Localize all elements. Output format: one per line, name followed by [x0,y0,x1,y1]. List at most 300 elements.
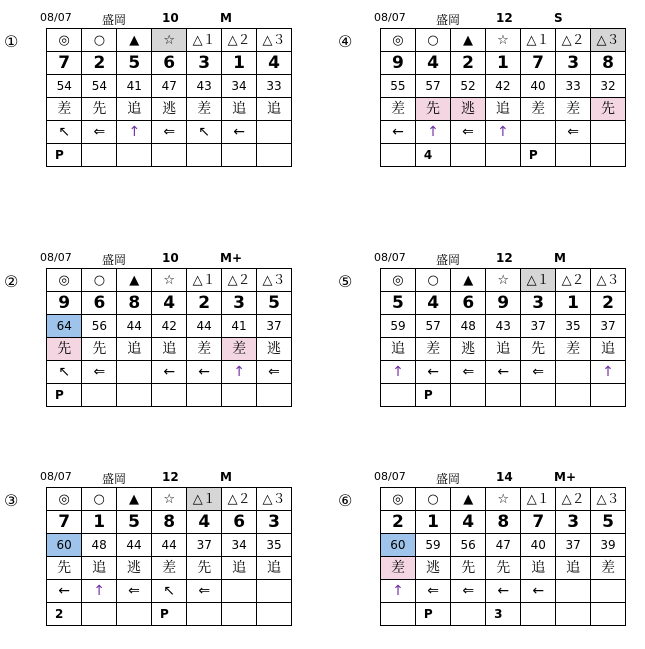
mark-cell: △２ [222,488,257,511]
horse-number-cell: 3 [257,511,292,534]
mark-cell: △３ [591,29,626,52]
score-cell: 60 [381,534,416,557]
running-style-cell: 逃 [152,98,187,121]
running-style-cell: 差 [187,338,222,361]
venue-name: 盛岡 [102,253,127,267]
style-row [381,338,626,361]
venue-name: 盛岡 [436,253,461,267]
trend-arrow-cell: ⇐ [556,121,591,144]
panel-header [32,248,292,270]
trend-arrow-cell [222,580,257,603]
note-cell: 4 [415,144,450,167]
running-style-cell: 追 [257,98,292,121]
pct-row [381,75,626,98]
race-date: 08/07 [40,11,72,24]
running-style-cell: 逃 [415,557,450,580]
score-cell: 47 [152,75,187,98]
horse-number-cell: 2 [381,511,416,534]
mark-cell: ☆ [485,29,520,52]
race-date: 08/07 [374,470,406,483]
note-cell [451,144,486,167]
race-number: 12 [162,470,179,484]
mark-cell: ◎ [47,488,82,511]
pct-row [47,534,292,557]
note-cell [521,603,556,626]
horse-number-cell: 4 [415,292,450,315]
mark-cell: ○ [82,269,117,292]
horse-number-cell: 4 [257,52,292,75]
trend-arrow-cell: ↑ [591,361,626,384]
prediction-grid [380,28,626,167]
nums-row [47,511,292,534]
mark-cell: △１ [187,269,222,292]
running-style-cell: 追 [82,557,117,580]
horse-number-cell: 9 [381,52,416,75]
horse-number-cell: 3 [521,292,556,315]
horse-number-cell: 4 [187,511,222,534]
running-style-cell: 差 [151,557,186,580]
horse-number-cell: 7 [521,511,556,534]
note-cell [222,603,257,626]
trend-arrow-cell: ⇐ [117,580,152,603]
trend-arrow-cell: ↑ [117,121,152,144]
trend-arrow-cell: ↖ [47,361,82,384]
running-style-cell: 追 [486,338,521,361]
score-cell: 60 [47,534,82,557]
score-cell: 33 [257,75,292,98]
nums-row [47,52,292,75]
note-cell [556,603,591,626]
pct-row [381,534,626,557]
score-cell: 44 [117,534,152,557]
running-style-cell: 追 [257,557,292,580]
note-cell [117,384,152,407]
running-style-cell: 追 [222,557,257,580]
score-cell: 37 [556,534,591,557]
running-style-cell: 差 [520,98,555,121]
note-cell [82,603,117,626]
panel-header [366,467,626,489]
horse-number-cell: 2 [451,52,486,75]
prediction-grid [46,28,292,167]
mark-cell: △１ [521,269,556,292]
trend-arrow-cell: ⇐ [451,121,486,144]
style-row [381,557,626,580]
race-number: 14 [496,470,513,484]
score-cell: 44 [117,315,152,338]
horse-number-cell: 2 [187,292,222,315]
mark-cell: ▲ [451,269,486,292]
mark-cell: △２ [556,29,591,52]
horse-number-cell: 6 [82,292,117,315]
mark-cell: △３ [257,269,292,292]
note-cell: P [415,384,450,407]
running-style-cell: 差 [381,98,416,121]
arr-row [381,361,626,384]
trend-arrow-cell: ← [187,361,222,384]
note-cell [381,144,416,167]
running-style-cell: 追 [556,557,591,580]
running-style-cell: 追 [117,98,152,121]
note-cell [257,144,292,167]
race-date: 08/07 [40,470,72,483]
arr-row [47,121,292,144]
running-style-cell: 追 [591,338,626,361]
arr-row [47,580,292,603]
running-style-cell: 逃 [451,98,486,121]
mark-cell: ☆ [151,488,186,511]
note-cell [556,144,591,167]
note-cell [451,603,486,626]
note-cell [591,384,626,407]
trend-arrow-cell: ← [152,361,187,384]
running-style-cell: 追 [485,98,520,121]
last-row [47,384,292,407]
trend-arrow-cell: ← [381,121,416,144]
note-cell [82,384,117,407]
running-style-cell: 追 [152,338,187,361]
mark-cell: ▲ [117,488,152,511]
track-condition: M+ [220,251,242,265]
note-cell: P [415,603,450,626]
note-cell: P [47,144,82,167]
arr-row [47,361,292,384]
note-cell [187,603,222,626]
panel-header [32,8,292,30]
mark-cell: ◎ [381,269,416,292]
horse-number-cell: 4 [415,52,450,75]
trend-arrow-cell: ↑ [381,361,416,384]
track-condition: M [220,470,232,484]
mark-cell: ○ [82,488,117,511]
score-cell: 56 [451,534,486,557]
venue-name: 盛岡 [436,472,461,486]
panel-number: ① [4,32,19,51]
trend-arrow-cell: ⇐ [187,580,222,603]
trend-arrow-cell: ← [47,580,82,603]
horse-number-cell: 1 [556,292,591,315]
prediction-grid [46,268,292,407]
horse-number-cell: 2 [82,52,117,75]
trend-arrow-cell: ↖ [187,121,222,144]
mark-cell: △２ [556,269,591,292]
horse-number-cell: 7 [47,511,82,534]
score-cell: 39 [591,534,626,557]
note-cell [381,603,416,626]
score-cell: 54 [47,75,82,98]
horse-number-cell: 5 [117,511,152,534]
trend-arrow-cell [591,121,626,144]
mark-cell: ▲ [451,29,486,52]
panel-number: ③ [4,491,19,510]
nums-row [381,52,626,75]
panel-number: ⑥ [338,491,353,510]
running-style-cell: 先 [415,98,450,121]
trend-arrow-cell: ← [222,121,257,144]
panel-number: ④ [338,32,353,51]
mark-cell: △３ [591,488,626,511]
running-style-cell: 先 [591,98,626,121]
arr-row [381,121,626,144]
trend-arrow-cell [520,121,555,144]
note-cell [257,603,292,626]
marks-row [381,29,626,52]
score-cell: 37 [187,534,222,557]
mark-cell: △１ [187,29,222,52]
track-condition: M [554,251,566,265]
score-cell: 47 [486,534,521,557]
horse-number-cell: 8 [117,292,152,315]
last-row [381,144,626,167]
trend-arrow-cell: ↑ [222,361,257,384]
marks-row [381,269,626,292]
horse-number-cell: 3 [556,52,591,75]
horse-number-cell: 8 [486,511,521,534]
score-cell: 41 [222,315,257,338]
mark-cell: △１ [520,29,555,52]
race-number: 12 [496,11,513,25]
last-row [381,603,626,626]
note-cell [591,603,626,626]
running-style-cell: 先 [187,557,222,580]
mark-cell: ◎ [381,488,416,511]
mark-cell: △３ [257,488,292,511]
score-cell: 37 [521,315,556,338]
score-cell: 55 [381,75,416,98]
prediction-grid [380,487,626,626]
running-style-cell: 先 [521,338,556,361]
trend-arrow-cell: ↖ [47,121,82,144]
running-style-cell: 差 [556,98,591,121]
panel-number: ⑤ [338,272,353,291]
mark-cell: ▲ [117,269,152,292]
note-cell [451,384,486,407]
note-cell: 3 [486,603,521,626]
running-style-cell: 先 [82,338,117,361]
running-style-cell: 先 [47,557,82,580]
note-cell [556,384,591,407]
score-cell: 32 [591,75,626,98]
note-cell: P [151,603,186,626]
score-cell: 43 [486,315,521,338]
trend-arrow-cell [257,580,292,603]
running-style-cell: 先 [82,98,117,121]
horse-number-cell: 9 [47,292,82,315]
pct-row [381,315,626,338]
nums-row [381,511,626,534]
score-cell: 54 [82,75,117,98]
horse-number-cell: 3 [222,292,257,315]
horse-number-cell: 6 [152,52,187,75]
horse-number-cell: 2 [591,292,626,315]
mark-cell: ◎ [47,29,82,52]
running-style-cell: 差 [222,338,257,361]
prediction-grid [46,487,292,626]
score-cell: 44 [151,534,186,557]
mark-cell: ○ [415,488,450,511]
trend-arrow-cell: ⇐ [152,121,187,144]
note-cell [152,384,187,407]
marks-row [47,29,292,52]
horse-number-cell: 9 [486,292,521,315]
note-cell [187,144,222,167]
nums-row [47,292,292,315]
score-cell: 34 [222,534,257,557]
horse-number-cell: 1 [415,511,450,534]
note-cell [187,384,222,407]
trend-arrow-cell: ⇐ [82,121,117,144]
venue-name: 盛岡 [102,472,127,486]
note-cell [486,384,521,407]
mark-cell: ◎ [47,269,82,292]
trend-arrow-cell: ⇐ [451,361,486,384]
horse-number-cell: 3 [556,511,591,534]
nums-row [381,292,626,315]
score-cell: 41 [117,75,152,98]
style-row [47,338,292,361]
note-cell: P [520,144,555,167]
running-style-cell: 逃 [117,557,152,580]
trend-arrow-cell: ↑ [82,580,117,603]
horse-number-cell: 7 [47,52,82,75]
running-style-cell: 逃 [257,338,292,361]
mark-cell: △３ [591,269,626,292]
track-condition: M [220,11,232,25]
pct-row [47,315,292,338]
mark-cell: ○ [415,269,450,292]
note-cell [222,144,257,167]
note-cell [152,144,187,167]
race-number: 10 [162,251,179,265]
race-date: 08/07 [374,11,406,24]
note-cell [381,384,416,407]
trend-arrow-cell: ↑ [415,121,450,144]
trend-arrow-cell: ← [521,580,556,603]
score-cell: 40 [520,75,555,98]
panel-number: ② [4,272,19,291]
horse-number-cell: 5 [591,511,626,534]
horse-number-cell: 8 [151,511,186,534]
running-style-cell: 追 [381,338,416,361]
last-row [47,144,292,167]
horse-number-cell: 4 [152,292,187,315]
score-cell: 48 [82,534,117,557]
trend-arrow-cell: ↖ [151,580,186,603]
trend-arrow-cell: ← [415,361,450,384]
running-style-cell: 追 [521,557,556,580]
running-style-cell: 先 [451,557,486,580]
score-cell: 59 [415,534,450,557]
running-style-cell: 差 [556,338,591,361]
score-cell: 56 [82,315,117,338]
score-cell: 44 [187,315,222,338]
running-style-cell: 差 [381,557,416,580]
mark-cell: ☆ [486,269,521,292]
score-cell: 35 [257,534,292,557]
score-cell: 43 [187,75,222,98]
trend-arrow-cell: ⇐ [82,361,117,384]
mark-cell: ▲ [451,488,486,511]
trend-arrow-cell: ⇐ [451,580,486,603]
running-style-cell: 差 [415,338,450,361]
trend-arrow-cell [556,580,591,603]
mark-cell: △３ [257,29,292,52]
horse-number-cell: 1 [222,52,257,75]
horse-number-cell: 6 [222,511,257,534]
trend-arrow-cell [556,361,591,384]
score-cell: 57 [415,315,450,338]
score-cell: 59 [381,315,416,338]
track-condition: S [554,11,563,25]
note-cell [222,384,257,407]
trend-arrow-cell: ← [486,580,521,603]
panel-header [32,467,292,489]
score-cell: 40 [521,534,556,557]
score-cell: 48 [451,315,486,338]
score-cell: 34 [222,75,257,98]
horse-number-cell: 8 [591,52,626,75]
note-cell [117,144,152,167]
pct-row [47,75,292,98]
track-condition: M+ [554,470,576,484]
running-style-cell: 差 [187,98,222,121]
horse-number-cell: 5 [381,292,416,315]
note-cell [521,384,556,407]
last-row [381,384,626,407]
trend-arrow-cell: ↑ [485,121,520,144]
mark-cell: ☆ [152,29,187,52]
running-style-cell: 逃 [451,338,486,361]
mark-cell: △１ [521,488,556,511]
mark-cell: ◎ [381,29,416,52]
prediction-grid [380,268,626,407]
mark-cell: ▲ [117,29,152,52]
running-style-cell: 先 [486,557,521,580]
score-cell: 64 [47,315,82,338]
note-cell: P [47,384,82,407]
arr-row [381,580,626,603]
score-cell: 37 [257,315,292,338]
trend-arrow-cell [591,580,626,603]
score-cell: 42 [485,75,520,98]
score-cell: 57 [415,75,450,98]
venue-name: 盛岡 [436,13,461,27]
score-cell: 52 [451,75,486,98]
score-cell: 33 [556,75,591,98]
mark-cell: ☆ [152,269,187,292]
horse-number-cell: 1 [82,511,117,534]
trend-arrow-cell: ↑ [381,580,416,603]
race-date: 08/07 [374,251,406,264]
mark-cell: △２ [222,29,257,52]
running-style-cell: 追 [222,98,257,121]
horse-number-cell: 5 [257,292,292,315]
marks-row [381,488,626,511]
venue-name: 盛岡 [102,13,127,27]
mark-cell: △２ [222,269,257,292]
running-style-cell: 差 [591,557,626,580]
horse-number-cell: 5 [117,52,152,75]
mark-cell: ○ [82,29,117,52]
note-cell: 2 [47,603,82,626]
last-row [47,603,292,626]
score-cell: 42 [152,315,187,338]
mark-cell: ☆ [486,488,521,511]
trend-arrow-cell [117,361,152,384]
horse-number-cell: 4 [451,511,486,534]
marks-row [47,269,292,292]
trend-arrow-cell [257,121,292,144]
